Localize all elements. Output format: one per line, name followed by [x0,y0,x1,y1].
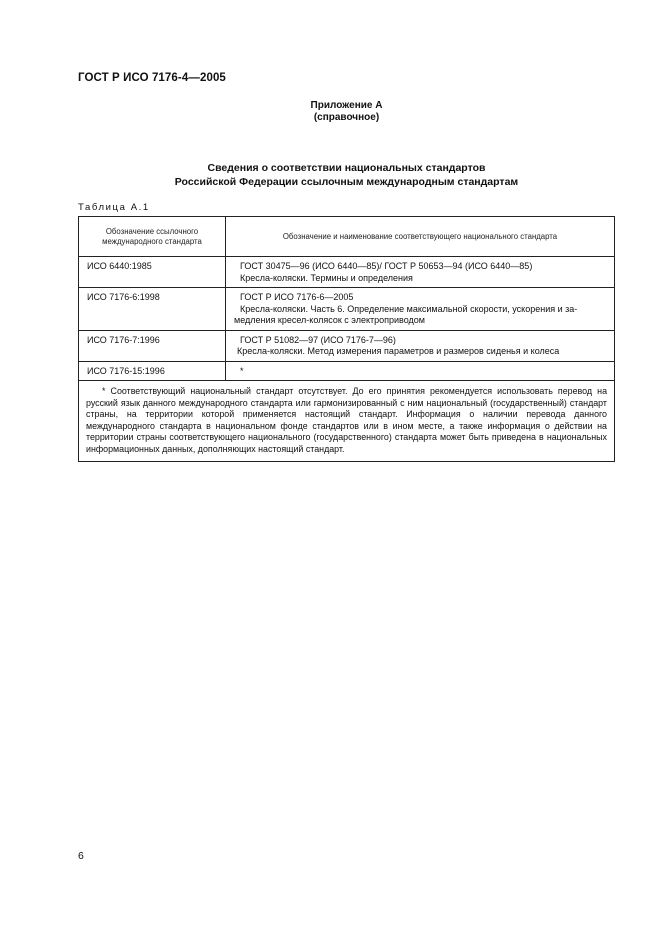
national-code: ГОСТ 30475—96 (ИСО 6440—85)/ ГОСТ Р 50653—94 (ИСО 6440—85) [240,261,533,271]
appendix-subtitle: (справочное) [313,112,380,123]
table-footnote: * Соответствующий национальный стандарт отсутствует. До его принятия рекомендуется использовать перевод на русский язык данного международного стандарта или гармонизированный с ним национальный (государственный) стандарт страны, на территории которой применяется настоящий стандарт. Информация о наличии перевода данного международного стандарта в национальном фонде стандартов или в ином месте, а также информация о действии на территории страны соответствующего национального (государственного) стандарта может быть приведена в национальных информационных данных, дополняющих настоящий стандарт. [79,381,615,462]
standards-table [78,216,615,462]
national-cell [226,257,615,288]
ref-cell [79,361,226,381]
appendix-title: Приложение А [310,100,383,111]
ref-standard: ИСО 6440:1985 [87,261,152,271]
table-caption: Таблица А.1 [78,202,150,213]
section-title [0,162,661,189]
national-name: Кресла-коляски. Метод измерения параметров и размеров сиденья и колеса [237,346,560,356]
national-code: ГОСТ Р 51082—97 (ИСО 7176-7—96) [240,334,396,345]
header-national-standard [226,217,615,257]
ref-cell [79,288,226,331]
table-row [79,330,615,361]
section-title-line-1: Сведения о соответствии национальных стандартов [207,162,486,174]
table-row [79,361,615,381]
ref-cell [79,330,226,361]
ref-standard: ИСО 7176-15:1996 [87,365,165,376]
table-row [79,257,615,288]
table-row [79,288,615,331]
header-national-standard-label: Обозначение и наименование соответствующего национального стандарта [282,231,558,241]
header-ref-standard [79,217,226,257]
national-cell [226,330,615,361]
national-cell [226,288,615,331]
national-cell [226,361,615,381]
table-header-row [79,217,615,257]
national-code: * [240,365,244,376]
ref-cell [79,257,226,288]
national-name: Кресла-коляски. Термины и определения [240,272,413,283]
page-number: 6 [78,850,84,862]
section-title-line-2: Российской Федерации ссылочным международным стандартам [174,175,519,188]
table-footnote-row [79,381,615,462]
ref-standard: ИСО 7176-7:1996 [87,334,160,345]
header-ref-standard-label: Обозначение ссылочного международного стандарта [102,226,202,246]
appendix-heading [0,100,661,124]
national-code: ГОСТ Р ИСО 7176-6—2005 [240,292,354,302]
document-header: ГОСТ Р ИСО 7176-4—2005 [78,72,226,84]
ref-standard: ИСО 7176-6:1998 [87,292,160,302]
national-name-line-2: медления кресел-колясок с электроприводом [234,315,425,325]
national-name-line-1: Кресла-коляски. Часть 6. Определение максимальной скорости, ускорения и за- [240,303,578,314]
